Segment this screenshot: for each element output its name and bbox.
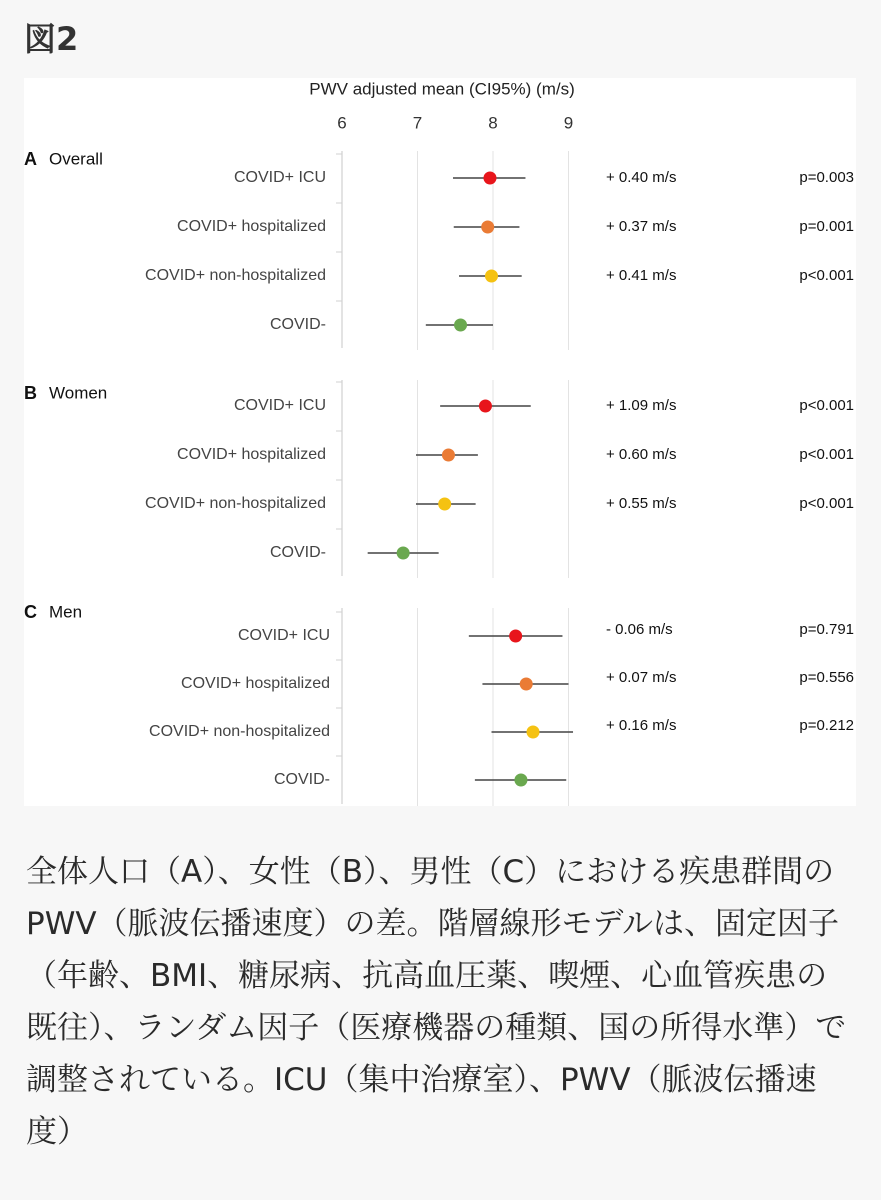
- x-tick-label: 6: [337, 113, 347, 133]
- forest-plot-panel: [24, 78, 856, 806]
- mean-point: [483, 172, 496, 185]
- p-value-label: p=0.212: [799, 716, 854, 734]
- chart-title: PWV adjusted mean (CI95%) (m/s): [309, 79, 575, 99]
- p-value-label: p<0.001: [799, 266, 854, 284]
- mean-point: [438, 498, 451, 511]
- p-value-label: p<0.001: [799, 445, 854, 463]
- x-tick-label: 9: [563, 113, 574, 133]
- difference-label: + 0.07 m/s: [606, 668, 677, 686]
- category-label: COVID+ ICU: [233, 169, 326, 187]
- figure-label: 図2: [24, 20, 79, 58]
- difference-label: + 0.16 m/s: [606, 716, 677, 734]
- panel-letter: A: [24, 148, 37, 169]
- category-label: COVID-: [274, 771, 330, 789]
- mean-point: [527, 726, 540, 739]
- category-label: COVID+ ICU: [237, 627, 330, 645]
- category-label: COVID+ hospitalized: [177, 446, 326, 464]
- x-tick-label: 7: [412, 113, 423, 133]
- mean-point: [454, 319, 467, 332]
- panel-letter: B: [24, 382, 37, 403]
- p-value-label: p=0.001: [799, 217, 854, 235]
- p-value-label: p<0.001: [799, 396, 854, 414]
- category-label: COVID+ non-hospitalized: [145, 267, 326, 285]
- mean-point: [479, 400, 492, 413]
- category-label: COVID+ hospitalized: [177, 218, 326, 236]
- difference-label: - 0.06 m/s: [606, 620, 673, 638]
- mean-point: [514, 774, 527, 787]
- difference-label: + 1.09 m/s: [606, 396, 677, 414]
- difference-label: + 0.55 m/s: [606, 494, 677, 512]
- forest-plot-chart: [24, 78, 856, 806]
- category-label: COVID-: [270, 544, 326, 562]
- category-label: COVID+ hospitalized: [181, 675, 330, 693]
- difference-label: + 0.40 m/s: [606, 168, 677, 186]
- x-tick-label: 8: [488, 113, 498, 133]
- mean-point: [442, 449, 455, 462]
- p-value-label: p=0.556: [799, 668, 854, 686]
- difference-label: + 0.41 m/s: [606, 266, 677, 284]
- panel-letter: C: [24, 601, 37, 622]
- mean-point: [397, 547, 410, 560]
- category-label: COVID+ ICU: [233, 397, 326, 415]
- difference-label: + 0.60 m/s: [606, 445, 677, 463]
- category-label: COVID+ non-hospitalized: [149, 723, 330, 741]
- p-value-label: p=0.791: [799, 620, 854, 638]
- figure-caption: 全体人口（A）、女性（B）、男性（C）における疾患群間のPWV（脈波伝播速度）の差。階層線形モデルは、固定因子（年齢、BMI、糖尿病、抗高血圧薬、喫煙、心血管疾患の既往）、ランダム因子（医療機器の種類、国の所得水準）で調整されている。ICU（集中治療室）、PWV（脈波伝播速度）: [26, 854, 847, 1150]
- mean-point: [509, 630, 522, 643]
- category-label: COVID+ non-hospitalized: [145, 495, 326, 513]
- p-value-label: p<0.001: [799, 494, 854, 512]
- mean-point: [520, 678, 533, 691]
- panel-name: Women: [49, 383, 108, 403]
- mean-point: [481, 221, 494, 234]
- p-value-label: p=0.003: [799, 168, 854, 186]
- mean-point: [485, 270, 498, 283]
- difference-label: + 0.37 m/s: [606, 217, 677, 235]
- panel-name: Men: [49, 602, 83, 622]
- panel-name: Overall: [49, 149, 103, 169]
- category-label: COVID-: [270, 316, 326, 334]
